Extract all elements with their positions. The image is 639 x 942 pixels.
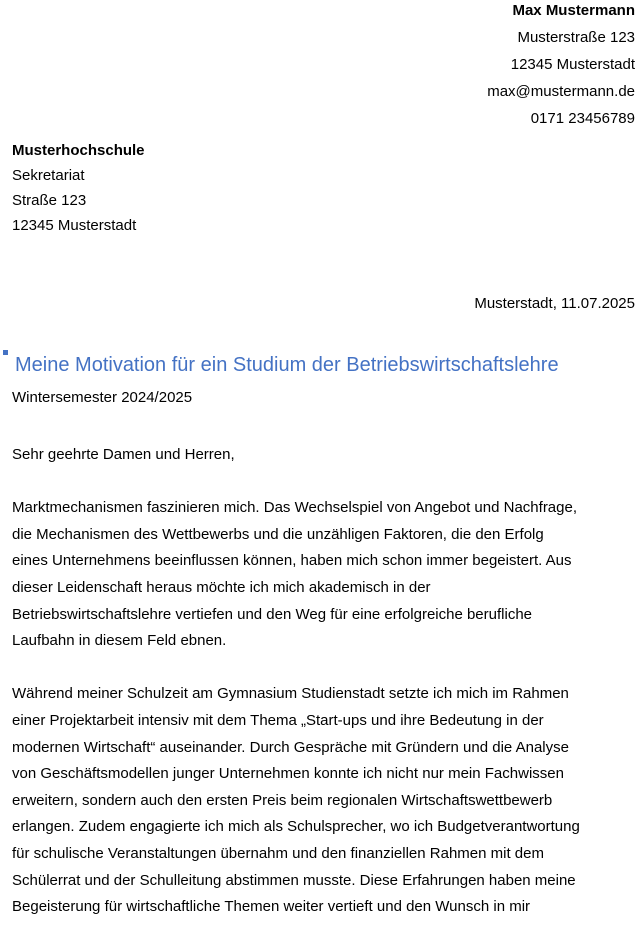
letter-subject: Meine Motivation für ein Studium der Betriebswirtschaftslehre xyxy=(15,354,559,376)
paragraph-1 xyxy=(12,497,637,657)
sender-name: Max Mustermann xyxy=(512,2,635,19)
paragraph-line: Betriebswirtschaftslehre vertiefen und den Weg für eine erfolgreiche berufliche xyxy=(12,605,533,623)
paragraph-line: die Mechanismen des Wettbewerbs und die unzähligen Faktoren, die den Erfolg xyxy=(12,525,544,543)
paragraph-line: einer Projektarbeit intensiv mit dem Thema „Start-ups und ihre Bedeutung in der xyxy=(12,711,544,729)
paragraph-line: eines Unternehmens beeinflussen können, haben mich schon immer begeistert. Aus xyxy=(12,552,572,570)
recipient-city: 12345 Musterstadt xyxy=(12,217,137,234)
paragraph-line: erweitern, sondern auch den ersten Preis beim regionalen Wirtschaftswettbewerb xyxy=(12,791,553,809)
paragraph-line: Begeisterung für wirtschaftliche Themen weiter vertieft und den Wunsch in mir xyxy=(12,898,531,916)
paragraph-line: Laufbahn in diesem Feld ebnen. xyxy=(12,632,227,650)
paragraph-line: Schülerrat und der Schulleitung abstimmen musste. Diese Erfahrungen haben meine xyxy=(12,871,576,889)
semester-line: Wintersemester 2024/2025 xyxy=(12,389,193,406)
recipient-address-block xyxy=(12,140,145,240)
sender-email: max@mustermann.de xyxy=(487,83,635,100)
letter-body xyxy=(12,444,637,923)
paragraph-line: modernen Wirtschaft“ auseinander. Durch Gespräche mit Gründern und die Analyse xyxy=(12,738,569,756)
paragraph-spacer xyxy=(12,471,637,498)
paragraph-line: Während meiner Schulzeit am Gymnasium Studienstadt setzte ich mich im Rahmen xyxy=(12,685,569,703)
paragraph-line: dieser Leidenschaft heraus möchte ich mich akademisch in der xyxy=(12,578,431,596)
recipient-department: Sekretariat xyxy=(12,167,85,184)
paragraph-line: von Geschäftsmodellen junger Unternehmen konnte ich nicht nur mein Fachwissen xyxy=(12,765,564,783)
heading-marker xyxy=(3,350,8,355)
sender-street: Musterstraße 123 xyxy=(517,29,635,46)
paragraph-line: Marktmechanismen faszinieren mich. Das Wechselspiel von Angebot und Nachfrage, xyxy=(12,499,578,517)
sender-city: 12345 Musterstadt xyxy=(510,56,635,73)
letter-date: Musterstadt, 11.07.2025 xyxy=(474,295,635,312)
paragraph-line: erlangen. Zudem engagierte ich mich als Schulsprecher, wo ich Budgetverantwortung xyxy=(12,818,580,836)
recipient-street: Straße 123 xyxy=(12,192,87,209)
sender-address-block xyxy=(487,0,635,135)
recipient-organization: Musterhochschule xyxy=(12,142,145,159)
salutation: Sehr geehrte Damen und Herren, xyxy=(12,446,235,463)
paragraph-2 xyxy=(12,683,637,922)
sender-phone: 0171 23456789 xyxy=(530,110,635,127)
paragraph-line: für schulische Veranstaltungen übernahm und den finanziellen Rahmen mit dem xyxy=(12,844,544,862)
paragraph-spacer xyxy=(12,657,637,684)
